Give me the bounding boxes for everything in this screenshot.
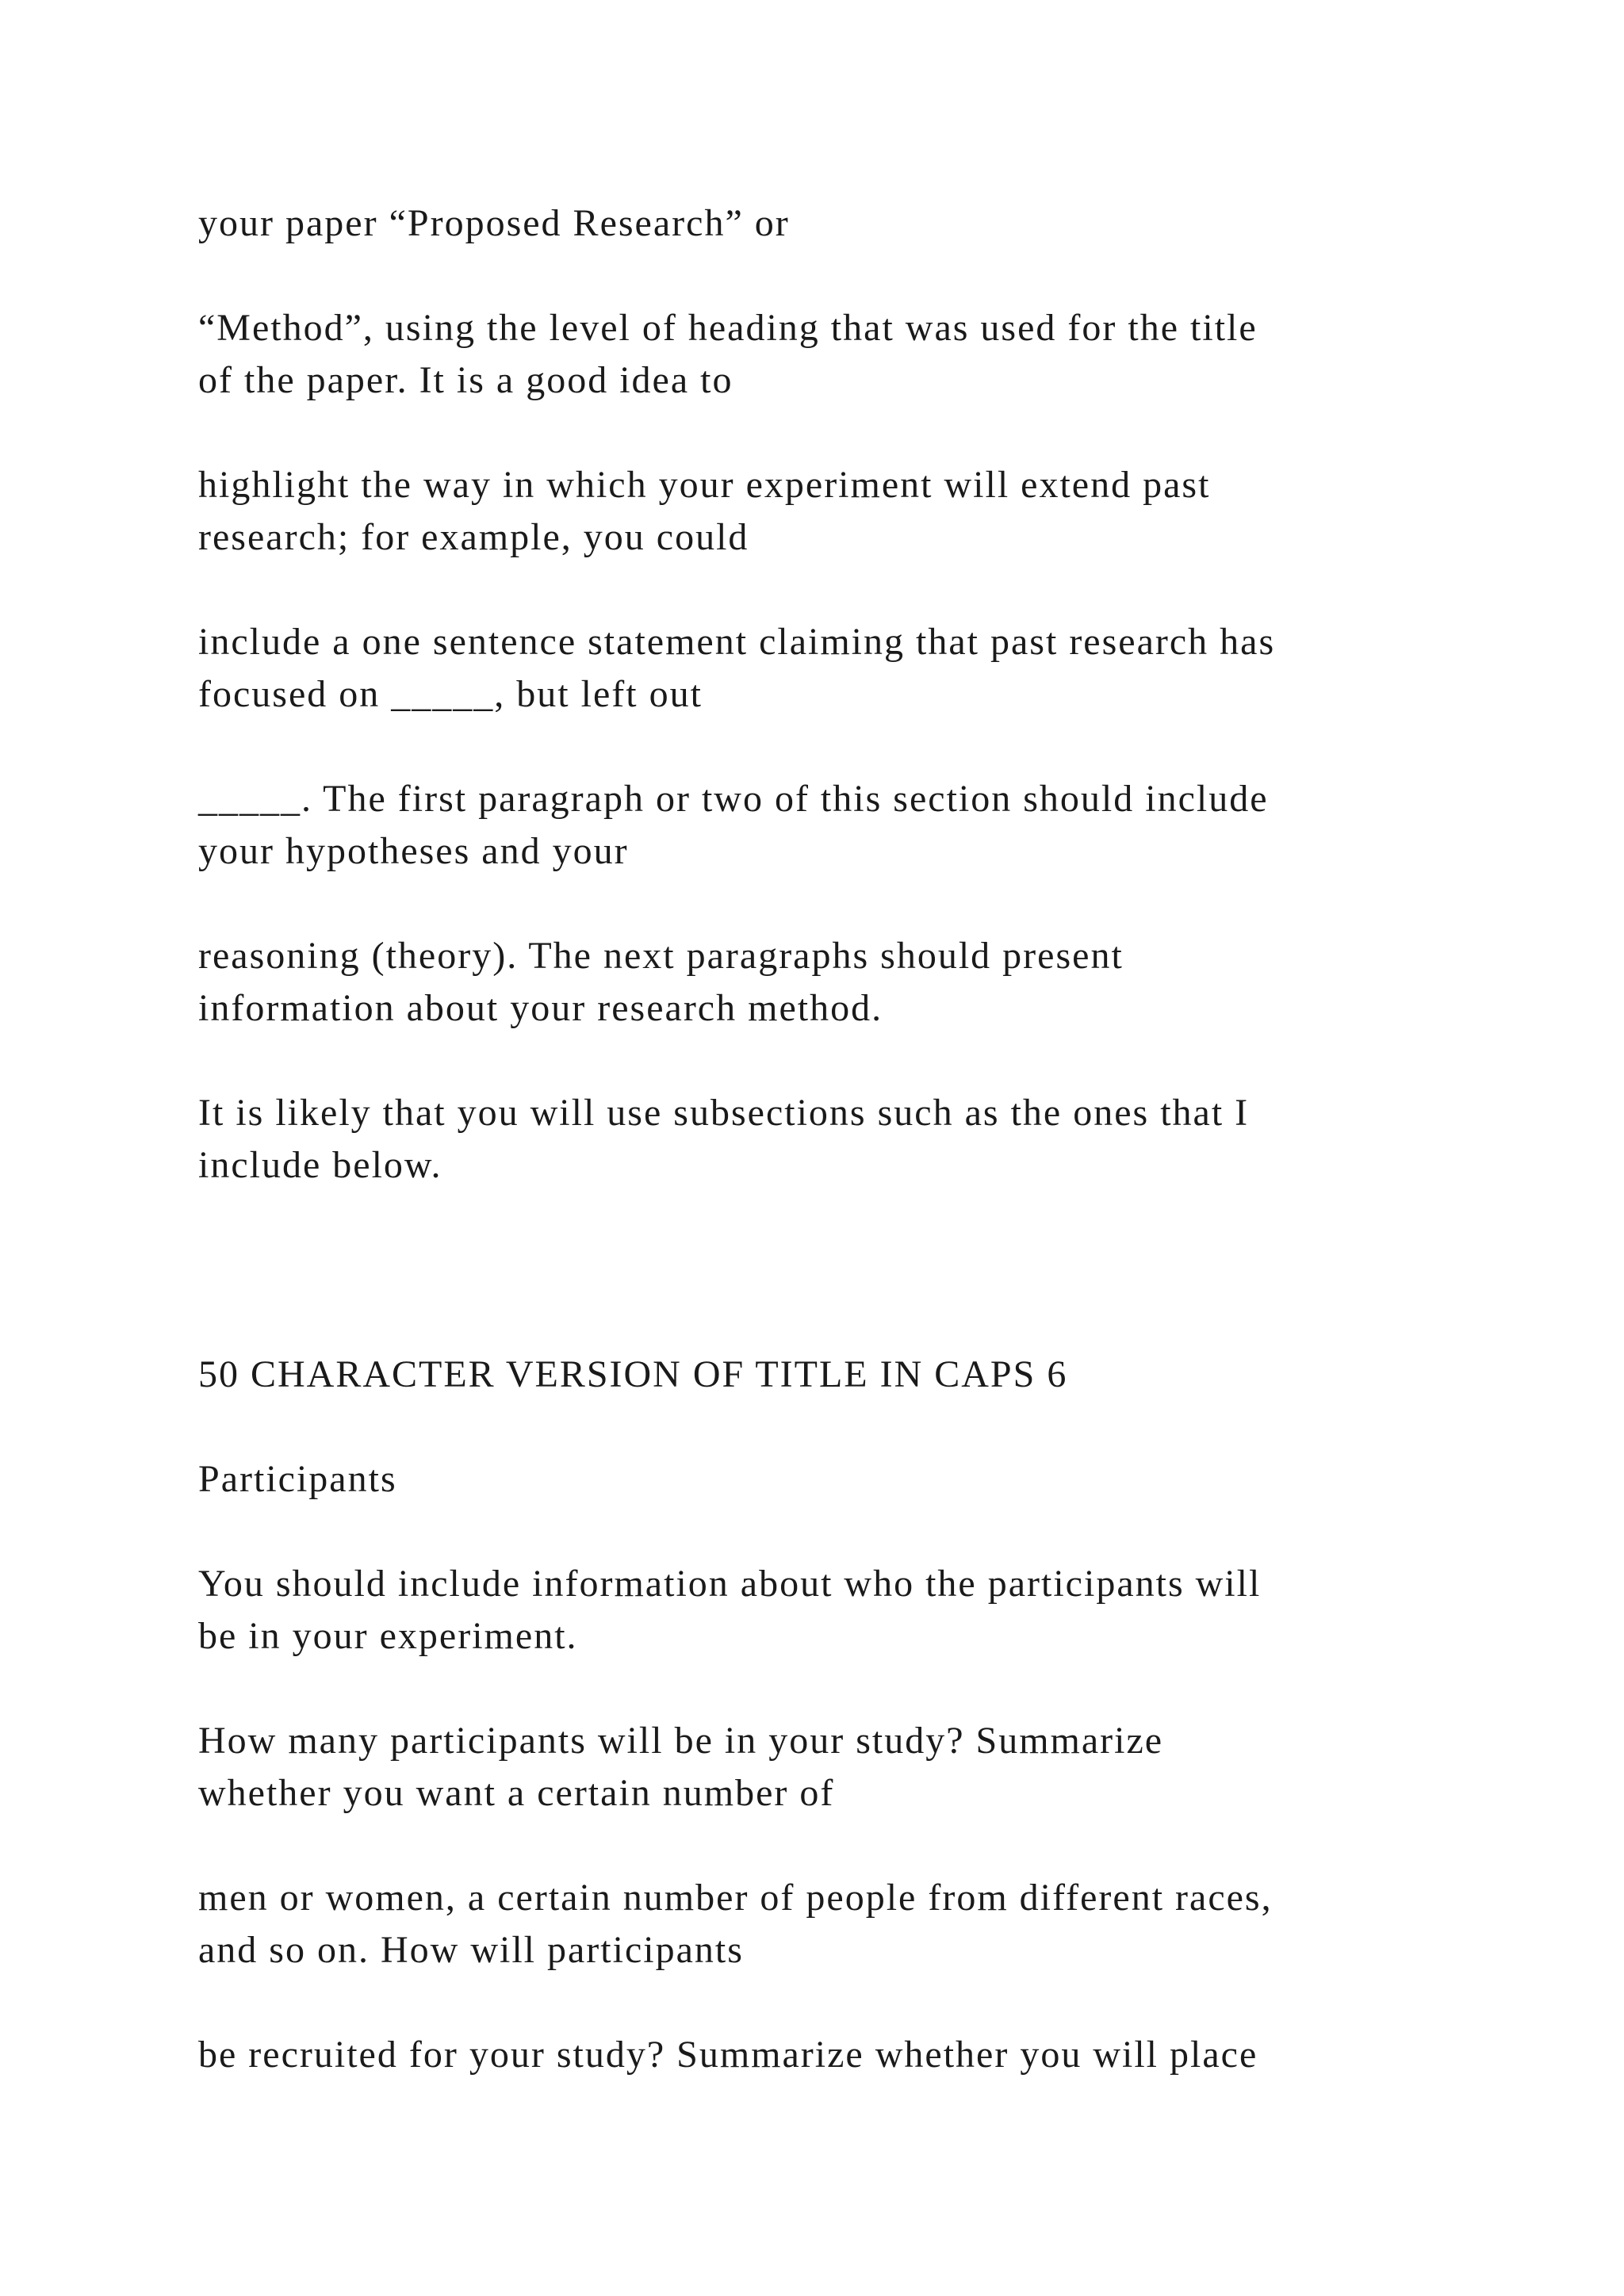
section-heading: Participants — [198, 1458, 397, 1500]
text-line: highlight the way in which your experiment will extend past — [198, 464, 1211, 506]
text-line: It is likely that you will use subsections such as the ones that I — [198, 1092, 1250, 1134]
text-line: your hypotheses and your — [198, 830, 629, 872]
running-header: 50 CHARACTER VERSION OF TITLE IN CAPS 6 — [198, 1353, 1068, 1395]
text-line: _____. The first paragraph or two of this section should include — [198, 778, 1269, 820]
text-line: “Method”, using the level of heading that was used for the title — [198, 307, 1258, 349]
text-line: reasoning (theory). The next paragraphs should present — [198, 935, 1124, 977]
text-line: be in your experiment. — [198, 1615, 578, 1657]
text-line: whether you want a certain number of — [198, 1772, 835, 1814]
text-line: men or women, a certain number of people from different races, — [198, 1877, 1273, 1919]
text-line: be recruited for your study? Summarize whether you will place — [198, 2034, 1258, 2076]
text-line: of the paper. It is a good idea to — [198, 359, 733, 401]
text-line: include a one sentence statement claiming that past research has — [198, 621, 1276, 663]
text-line: You should include information about who the participants will — [198, 1563, 1262, 1605]
text-line: and so on. How will participants — [198, 1929, 744, 1971]
text-line: information about your research method. — [198, 987, 883, 1029]
text-line: focused on _____, but left out — [198, 673, 703, 715]
text-line: research; for example, you could — [198, 516, 749, 558]
text-line: How many participants will be in your study? Summarize — [198, 1720, 1164, 1762]
text-line: your paper “Proposed Research” or — [198, 202, 790, 244]
text-line: include below. — [198, 1144, 442, 1186]
